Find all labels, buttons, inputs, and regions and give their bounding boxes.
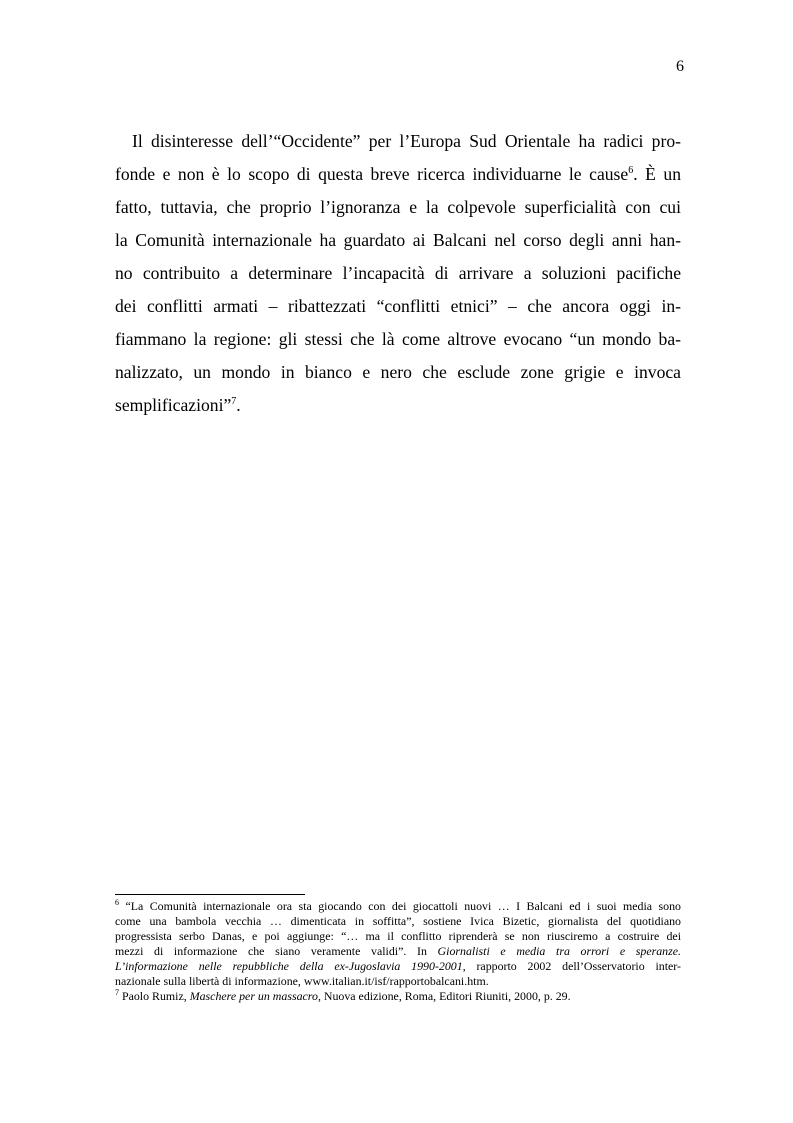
page-number: 6	[676, 58, 684, 75]
footnote-ref-7[interactable]: 7	[231, 396, 237, 407]
footnote-6-line: come una bambola vecchia … dimenticata in soffitta”, sostiene Ivica Bizetic, giornalista del quotidiano	[115, 914, 681, 928]
paragraph-line: semplificazioni”$^7$.	[115, 395, 241, 415]
footnote-marker-7: 7	[115, 988, 119, 997]
paragraph-line: la Comunità internazionale ha guardato ai Balcani nel corso degli anni han-	[115, 230, 681, 250]
paragraph-line: Il disinteresse dell’“Occidente” per l’Europa Sud Orientale ha radici pro-	[132, 131, 681, 151]
paragraph-line: fiammano la regione: gli stessi che là come altrove evocano “un mondo ba-	[115, 329, 681, 349]
footnote-ref-6[interactable]: 6	[628, 165, 634, 176]
paragraph-line: nalizzato, un mondo in bianco e nero che esclude zone grigie e invoca	[115, 362, 681, 382]
paragraph-line: fatto, tuttavia, che proprio l’ignoranza e la colpevole superficialità con cui	[115, 197, 681, 217]
footnote-6-line: L’informazione nelle repubbliche della ex-Jugoslavia 1990-2001, rapporto 2002 dell’Osservatorio inter-	[115, 959, 681, 973]
footnote-6-line: mezzi di informazione che siano veramente validi”. In Giornalisti e media tra orrori e speranze.	[115, 944, 681, 958]
paragraph-line: no contribuito a determinare l’incapacità di arrivare a soluzioni pacifiche	[115, 263, 681, 283]
footnote-6-line: nazionale sulla libertà di informazione, www.italian.it/isf/rapportobalcani.htm.	[115, 974, 489, 988]
footnote-marker-6: 6	[115, 898, 119, 907]
footnote-6-line: progressista serbo Danas, e poi aggiunge: “… ma il conflitto riprenderà se non riusciremo a costruire dei	[115, 929, 681, 943]
paragraph-line: dei conflitti armati – ribattezzati “conflitti etnici” – che ancora oggi in-	[115, 296, 681, 316]
main-paragraph	[115, 125, 681, 422]
footnote-separator	[115, 894, 305, 895]
footnote-7: $^7$ Paolo Rumiz, Maschere per un massacro, Nuova edizione, Roma, Editori Riuniti, 2000, p. 29.	[115, 988, 571, 1003]
paragraph-line: fonde e non è lo scopo di questa breve ricerca individuarne le cause$^6$. È un	[115, 164, 681, 184]
footnotes	[115, 899, 681, 1004]
footnote-6-line: $^6$ “La Comunità internazionale ora sta giocando con dei giocattoli nuovi … I Balcani ed i suoi media sono	[115, 898, 681, 913]
